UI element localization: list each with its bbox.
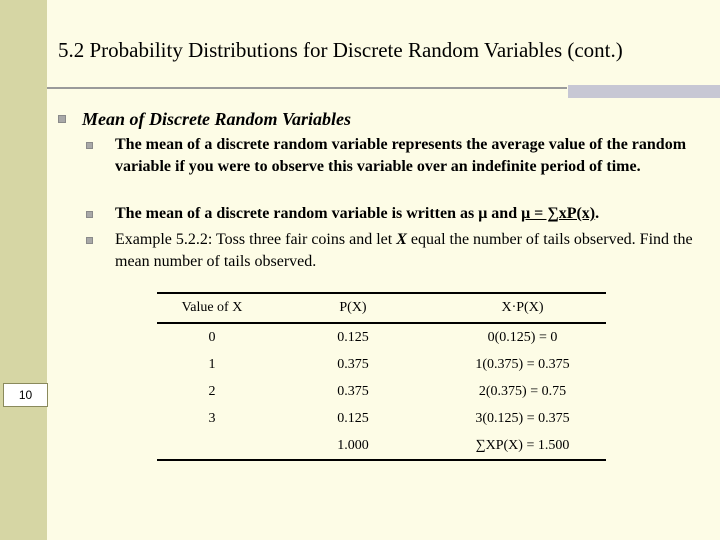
probability-table (157, 292, 606, 461)
table-cell: 2 (208, 383, 216, 399)
table-header-row (157, 293, 606, 323)
sub-bullet-3-suffix: equal the number of tails observed. Find the mean number of tails observed. (115, 231, 693, 270)
table-cell: 1(0.375) = 0.375 (475, 356, 570, 372)
main-bullet-text: Mean of Discrete Random Variables (82, 109, 352, 129)
header-xpx: X·P(X) (439, 293, 606, 323)
slide-title: 5.2 Probability Distributions for Discrete Random Variables (cont.) (58, 38, 623, 62)
mean-formula: μ = ∑xP(x) (521, 205, 596, 222)
header-px: P(X) (267, 293, 439, 323)
table-cell: ∑XP(X) = 1.500 (439, 432, 606, 460)
sub-bullet-3-prefix: Example 5.2.2: Toss three fair coins and let (115, 231, 397, 248)
table-cell: 0.125 (337, 410, 369, 426)
table-cell: 0(0.125) = 0 (487, 329, 558, 345)
title-divider (47, 87, 567, 89)
square-bullet-icon (86, 211, 93, 218)
variable-x: X (396, 231, 407, 248)
table-row (157, 351, 606, 378)
sub-bullet-1-text: The mean of a discrete random variable represents the average value of the random variable if you were to observe this variable over an indefinite period of time. (115, 136, 687, 175)
sub-bullet-2-suffix: . (595, 205, 600, 222)
header-value-of-x: Value of X (157, 293, 267, 323)
table-cell: 0 (208, 329, 216, 345)
square-bullet-icon (86, 237, 93, 244)
sub-bullet-2-prefix: The mean of a discrete random variable is written as μ and (115, 205, 522, 222)
table-row (157, 323, 606, 351)
left-accent-bar (0, 0, 47, 540)
table-cell: 3(0.125) = 0.375 (475, 410, 570, 426)
table-cell: 0.375 (337, 383, 369, 399)
table-cell: 1.000 (267, 432, 439, 460)
sub-bullet-2-text (115, 203, 715, 225)
title-accent-bar (568, 85, 720, 98)
slide-number: 10 (3, 383, 48, 407)
sub-bullet-3-text (115, 229, 715, 273)
table-cell: 0.125 (337, 329, 369, 345)
table-row (157, 378, 606, 405)
table-cell: 0.375 (337, 356, 369, 372)
main-bullet (58, 109, 351, 130)
table-total-row (157, 432, 606, 460)
square-bullet-icon (58, 115, 66, 123)
table-cell (157, 432, 267, 460)
table-cell: 1 (208, 356, 216, 372)
square-bullet-icon (86, 142, 93, 149)
table-row (157, 405, 606, 432)
table-cell: 2(0.375) = 0.75 (478, 383, 567, 399)
table-cell: 3 (208, 410, 216, 426)
